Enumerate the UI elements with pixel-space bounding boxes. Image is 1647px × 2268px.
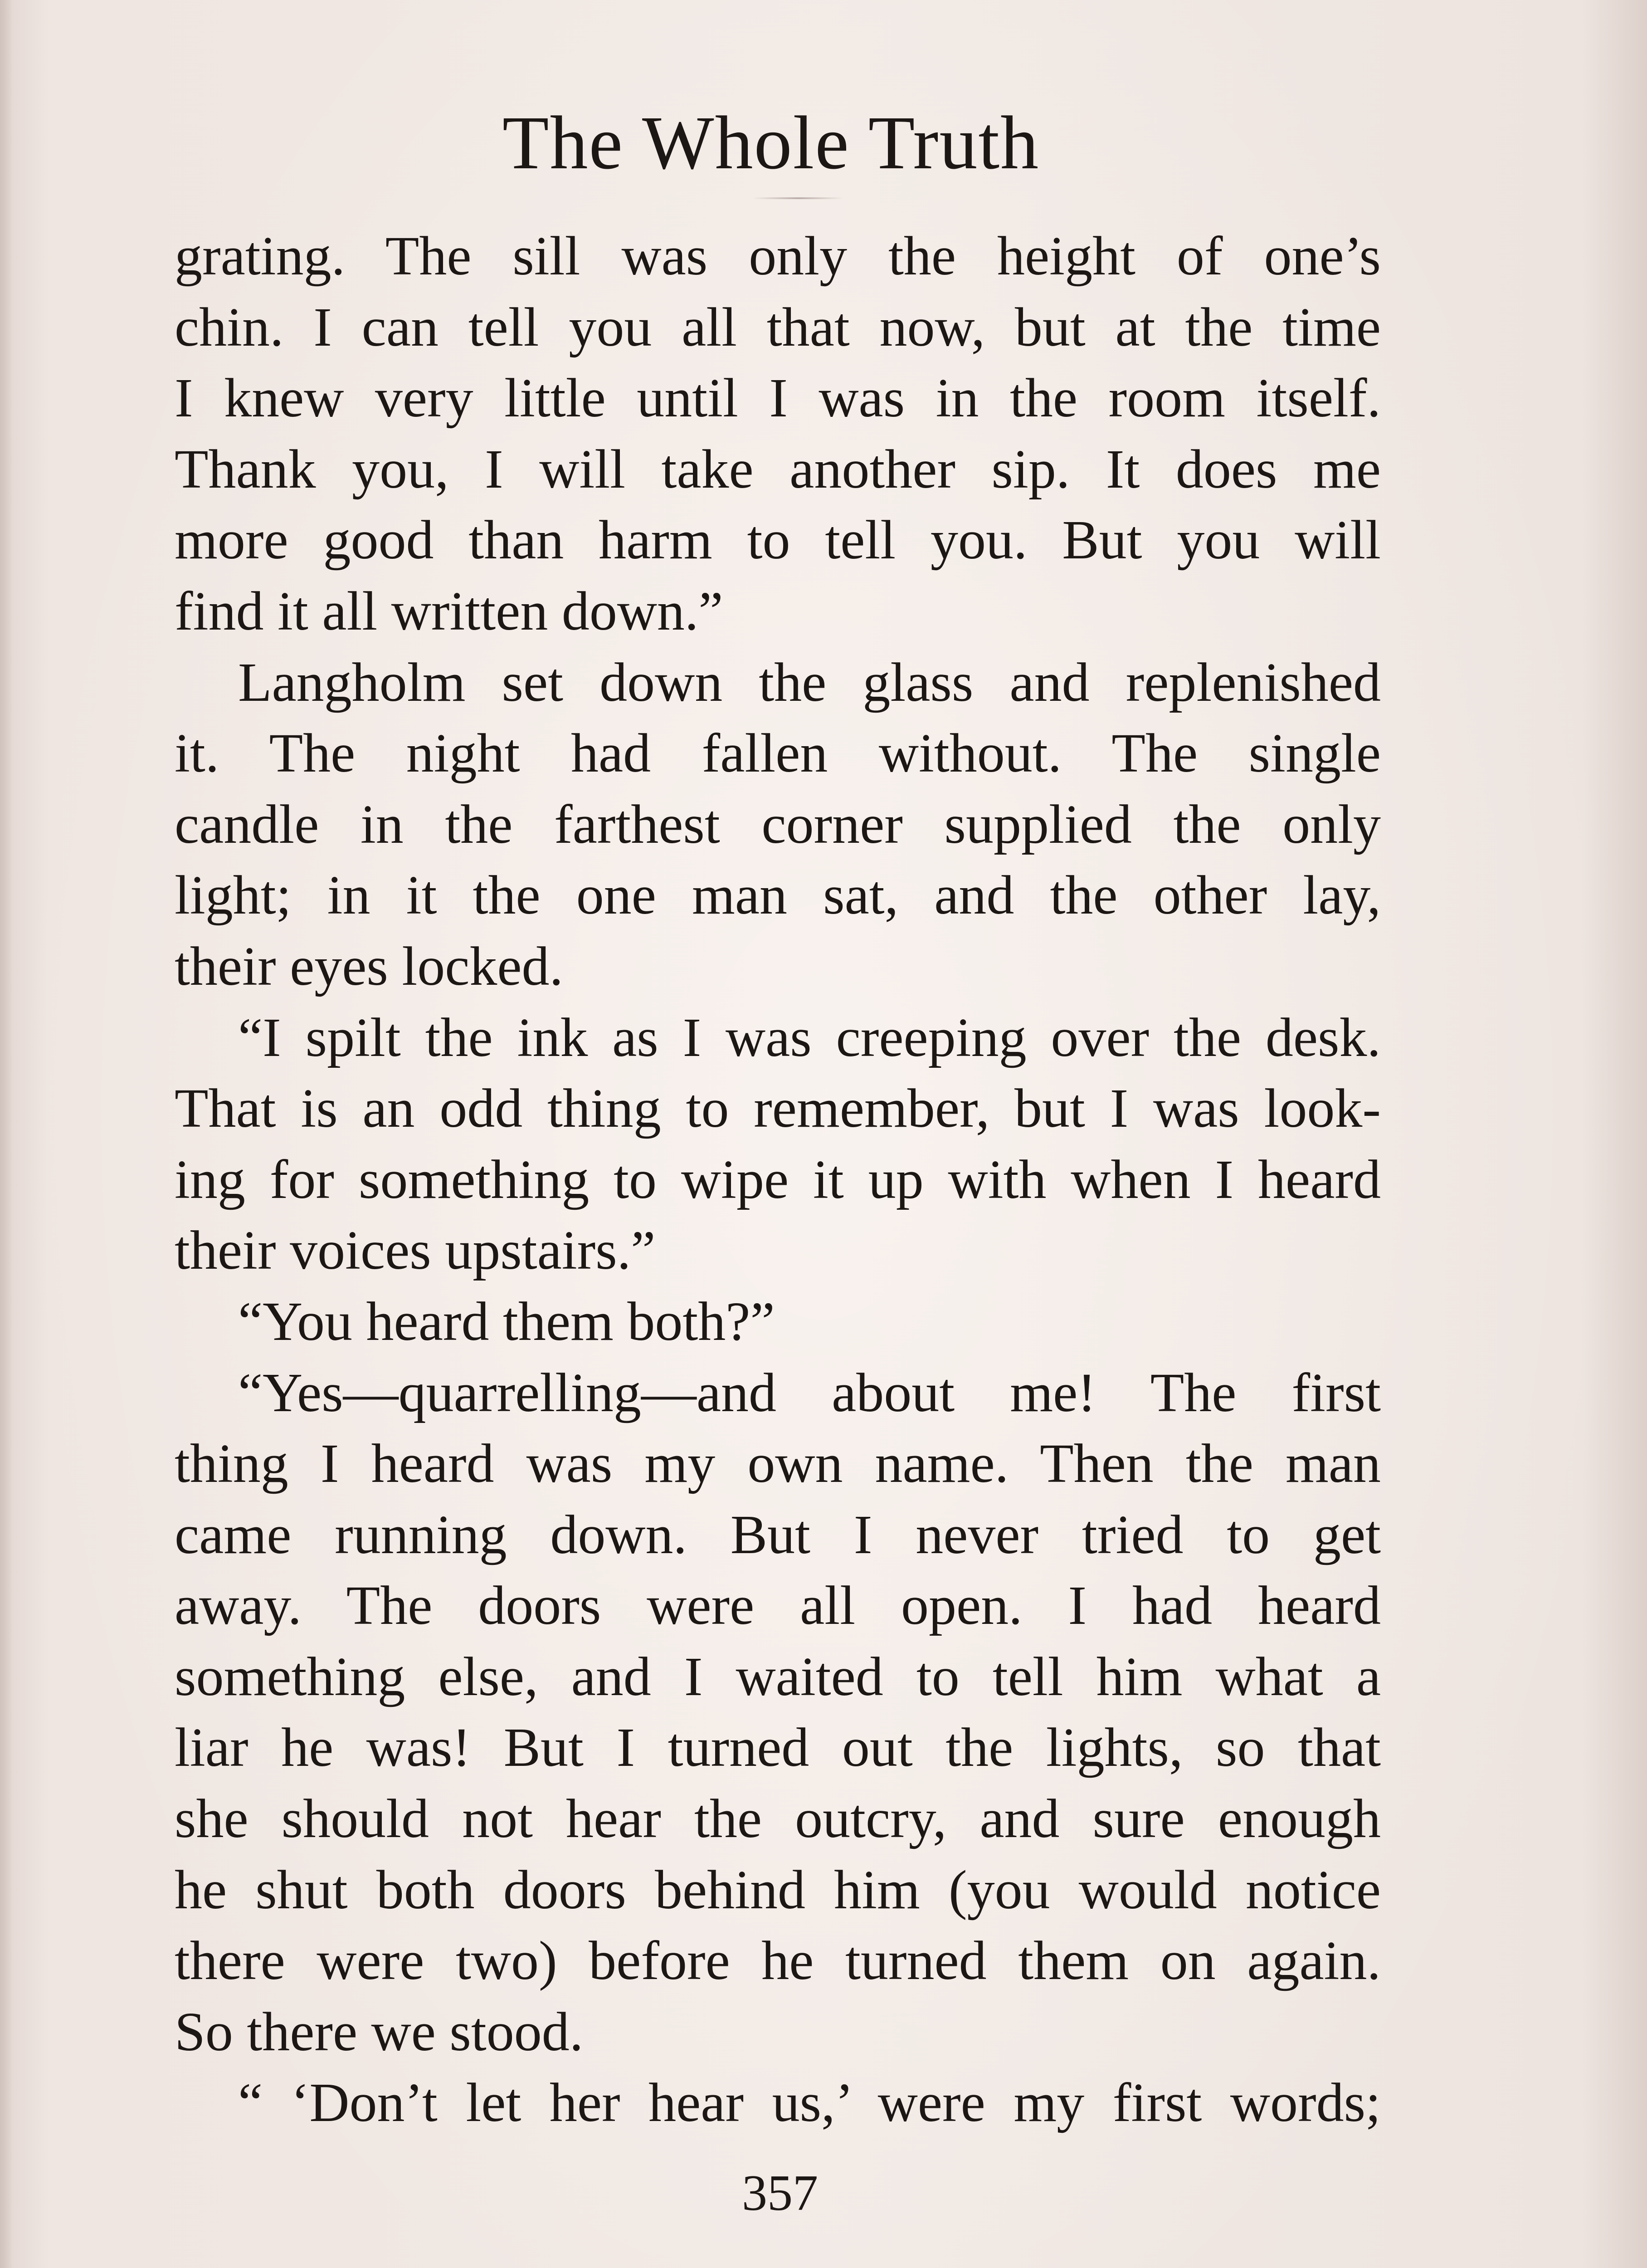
text-line: she should not hear the outcry, and sure enough xyxy=(175,1788,1381,1850)
text-line: light; in it the one man sat, and the other lay, xyxy=(175,865,1381,926)
running-head: The Whole Truth xyxy=(502,101,1040,185)
text-line: came running down. But I never tried to get xyxy=(175,1504,1381,1565)
text-line: something else, and I waited to tell him what a xyxy=(175,1646,1381,1707)
text-line: “Yes—quarrelling—and about me! The first xyxy=(238,1362,1381,1423)
text-line: That is an odd thing to remember, but I was look- xyxy=(175,1078,1381,1139)
page-number: 357 xyxy=(742,2165,818,2221)
text-line: Langholm set down the glass and replenished xyxy=(238,651,1381,713)
text-line: candle in the farthest corner supplied the only xyxy=(175,793,1381,855)
text-line: more good than harm to tell you. But you will xyxy=(175,509,1381,571)
text-line: liar he was! But I turned out the lights, so that xyxy=(175,1717,1381,1779)
body-text xyxy=(175,221,1381,2139)
text-line: find it all written down.” xyxy=(175,580,723,642)
head-ornament xyxy=(753,197,843,199)
text-line: thing I heard was my own name. Then the man xyxy=(175,1433,1381,1495)
text-line: their voices upstairs.” xyxy=(175,1220,656,1281)
text-line: I knew very little until I was in the room itself. xyxy=(175,367,1381,429)
text-line: there were two) before he turned them on again. xyxy=(175,1930,1381,1992)
text-line: Thank you, I will take another sip. It does me xyxy=(175,438,1381,500)
text-line: it. The night had fallen without. The single xyxy=(175,723,1381,784)
text-line: “I spilt the ink as I was creeping over the desk. xyxy=(238,1007,1381,1068)
text-line: their eyes locked. xyxy=(175,935,564,997)
text-line: grating. The sill was only the height of one’s xyxy=(175,225,1381,287)
text-line: he shut both doors behind him (you would notice xyxy=(175,1859,1381,1921)
text-line: ing for something to wipe it up with when I heard xyxy=(175,1149,1381,1210)
text-line: “ ‘Don’t let her hear us,’ were my first words; xyxy=(238,2072,1381,2134)
text-line: chin. I can tell you all that now, but at the time xyxy=(175,296,1381,358)
page-edge-shadow xyxy=(0,0,13,2268)
text-line: away. The doors were all open. I had heard xyxy=(175,1575,1381,1637)
text-line: “You heard them both?” xyxy=(238,1290,775,1352)
text-line: So there we stood. xyxy=(175,2001,584,2063)
